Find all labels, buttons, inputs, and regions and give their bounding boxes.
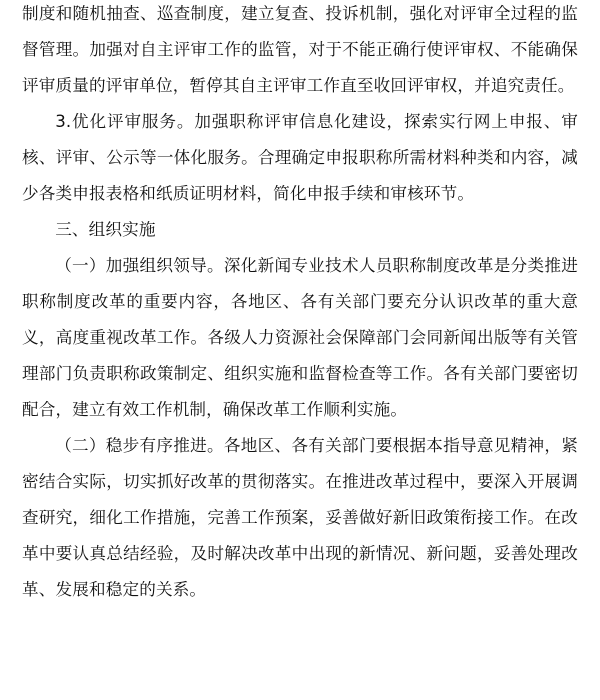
section-heading-organization: 三、组织实施 <box>55 220 156 239</box>
paragraph-strengthen-leadership: （一）加强组织领导。深化新闻专业技术人员职称制度改革是分类推进职称制度改革的重要内容，各地区、各有关部门要充分认识改革的重大意义，高度重视改革工作。各级人力资源社会保障部门会同新闻出版等有关管理部门负责职称政策制定、组织实施和监督检查等工作。各有关部门要密切配合，建立有效工作机制，确保改革工作顺利实施。 <box>22 256 578 419</box>
paragraph-optimize-review-service: 3.优化评审服务。加强职称评审信息化建设，探索实行网上申报、审核、评审、公示等一体化服务。合理确定申报职称所需材料种类和内容，减少各类申报表格和纸质证明材料，简化申报手续和审核环节。 <box>22 112 578 203</box>
paragraph-steady-progress: （二）稳步有序推进。各地区、各有关部门要根据本指导意见精神，紧密结合实际，切实抓好改革的贯彻落实。在推进改革过程中，要深入开展调查研究，细化工作措施，完善工作预案，妥善做好新旧政策衔接工作。在改革中要认真总结经验，及时解决改革中出现的新情况、新问题，妥善处理改革、发展和稳定的关系。 <box>22 436 578 599</box>
paragraph-supervision-continued: 制度和随机抽查、巡查制度，建立复查、投诉机制，强化对评审全过程的监督管理。加强对自主评审工作的监管，对于不能正确行使评审权、不能确保评审质量的评审单位，暂停其自主评审工作直至收回评审权，并追究责任。 <box>22 4 578 95</box>
